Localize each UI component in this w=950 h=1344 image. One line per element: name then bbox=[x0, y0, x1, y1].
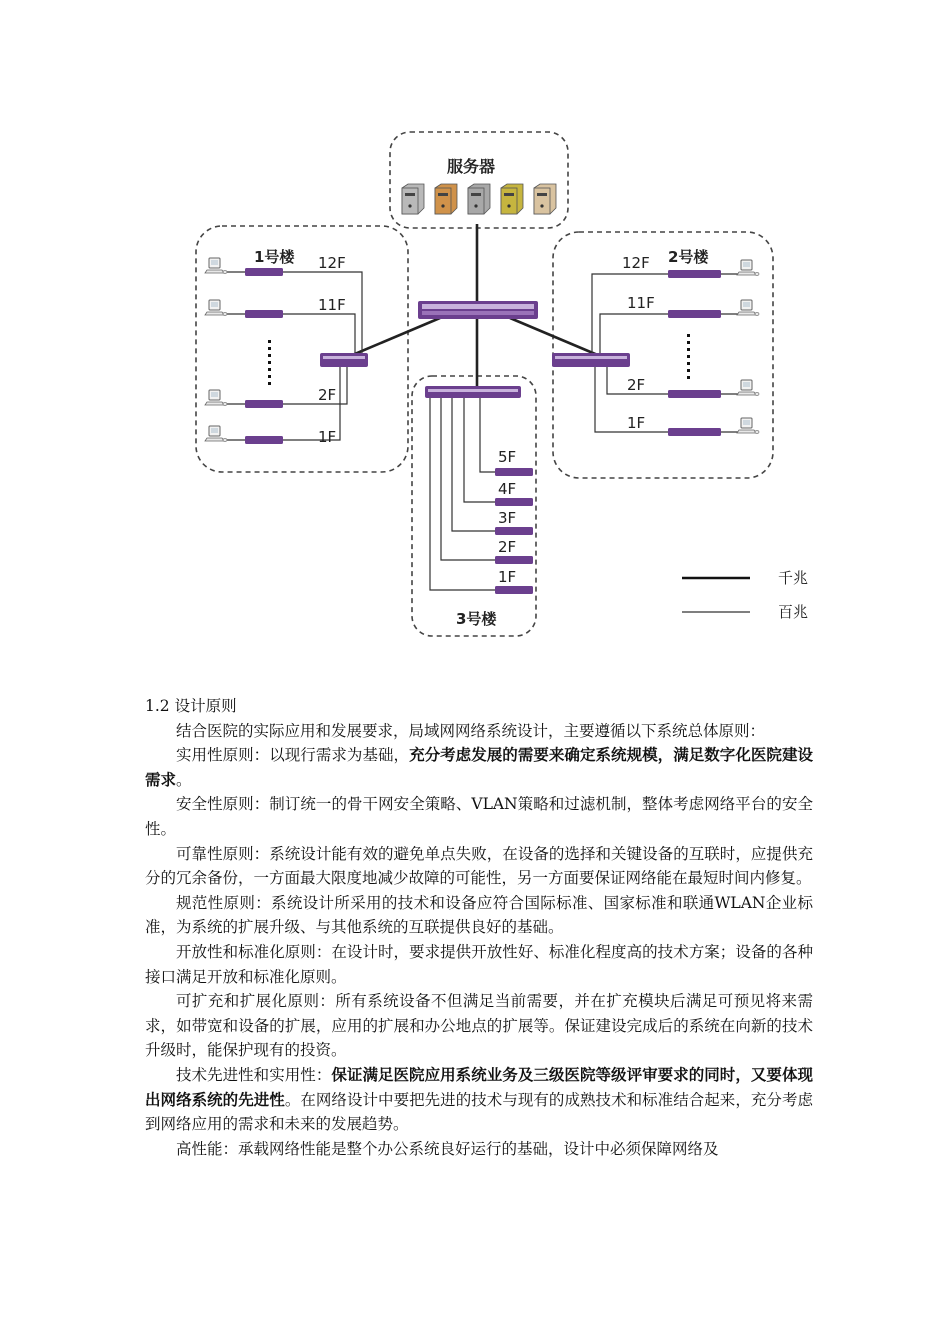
server-icon bbox=[501, 184, 523, 214]
building1-floor-label: 2F bbox=[318, 386, 337, 404]
servers-label: 服务器 bbox=[447, 157, 496, 176]
building2-floor-switches bbox=[668, 270, 721, 436]
building1-group-box bbox=[196, 226, 408, 472]
server-icon bbox=[402, 184, 424, 214]
building2-floor-label: 11F bbox=[627, 294, 655, 312]
building3-floor-label: 1F bbox=[498, 568, 517, 586]
building2-floor-label: 2F bbox=[627, 376, 646, 394]
paragraph-openness: 开放性和标准化原则：在设计时，要求提供开放性好、标准化程度高的技术方案；设备的各种接口满足开放和标准化原则。 bbox=[145, 942, 813, 986]
core-switch bbox=[418, 301, 538, 319]
building1-pc-icons bbox=[205, 258, 227, 441]
server-icon bbox=[534, 184, 556, 214]
paragraph-standardization: 规范性原则：系统设计所采用的技术和设备应符合国际标准、国家标准和联通WLAN企业标准，为系统的扩展升级、与其他系统的互联提供良好的基础。 bbox=[145, 893, 813, 937]
building2-ellipsis bbox=[687, 334, 690, 379]
building1-floor-label: 11F bbox=[318, 296, 346, 314]
building1-ellipsis bbox=[268, 340, 271, 385]
building1-floor-switches bbox=[245, 268, 283, 444]
paragraph-practicality: 实用性原则：以现行需求为基础，充分考虑发展的需要来确定系统规模，满足数字化医院建设需求。 bbox=[145, 746, 813, 789]
section-heading: 1.2 设计原则 bbox=[145, 697, 237, 715]
building1-name: 1号楼 bbox=[254, 248, 295, 266]
paragraph-scalability: 可扩充和扩展化原则：所有系统设备不但满足当前需要，并在扩充模块后满足可预见将来需求，如带宽和设备的扩展，应用的扩展和办公地点的扩展等。保证建设完成后的系统在向新的技术升级时，能保护现有的投资。 bbox=[145, 992, 813, 1060]
legend-fast-label: 百兆 bbox=[778, 603, 809, 621]
legend-gigabit-label: 千兆 bbox=[778, 569, 809, 587]
paragraph-reliability: 可靠性原则：系统设计能有效的避免单点失败，在设备的选择和关键设备的互联时，应提供充分的冗余备份，一方面最大限度地减少故障的可能性，另一方面要保证网络能在最短时间内修复。 bbox=[145, 844, 813, 888]
building3-floor-label: 2F bbox=[498, 538, 517, 556]
paragraph-advanced-tech: 技术先进性和实用性：保证满足医院应用系统业务及三级医院等级评审要求的同时，又要体现出网络系统的先进性。在网络设计中要把先进的技术与现有的成熟技术和标准结合起来，充分考虑到网络应用的需求和未来的发展趋势。 bbox=[145, 1065, 813, 1134]
paragraph-performance: 高性能：承载网络性能是整个办公系统良好运行的基础，设计中必须保障网络及 bbox=[176, 1139, 719, 1158]
building2-switch bbox=[552, 353, 630, 367]
fast-links bbox=[226, 272, 738, 590]
building2-floor-label: 12F bbox=[622, 254, 650, 272]
building3-floor-label: 4F bbox=[498, 480, 517, 498]
building3-switch bbox=[425, 386, 521, 398]
building3-floor-label: 3F bbox=[498, 509, 517, 527]
paragraph-intro: 结合医院的实际应用和发展要求，局域网网络系统设计，主要遵循以下系统总体原则： bbox=[176, 721, 766, 740]
server-icon bbox=[435, 184, 457, 214]
paragraph-security: 安全性原则：制订统一的骨干网安全策略、VLAN策略和过滤机制，整体考虑网络平台的安全性。 bbox=[145, 795, 813, 838]
network-topology-diagram bbox=[0, 0, 950, 660]
building1-floor-label: 12F bbox=[318, 254, 346, 272]
article-body bbox=[145, 694, 813, 1161]
building3-name: 3号楼 bbox=[456, 610, 497, 628]
building2-floor-label: 1F bbox=[627, 414, 646, 432]
building2-name: 2号楼 bbox=[668, 248, 709, 266]
server-icon bbox=[468, 184, 490, 214]
server-icons bbox=[402, 184, 556, 214]
building2-pc-icons bbox=[737, 260, 759, 433]
building3-floor-label: 5F bbox=[498, 448, 517, 466]
building1-floor-label: 1F bbox=[318, 428, 337, 446]
building1-switch bbox=[320, 353, 368, 367]
